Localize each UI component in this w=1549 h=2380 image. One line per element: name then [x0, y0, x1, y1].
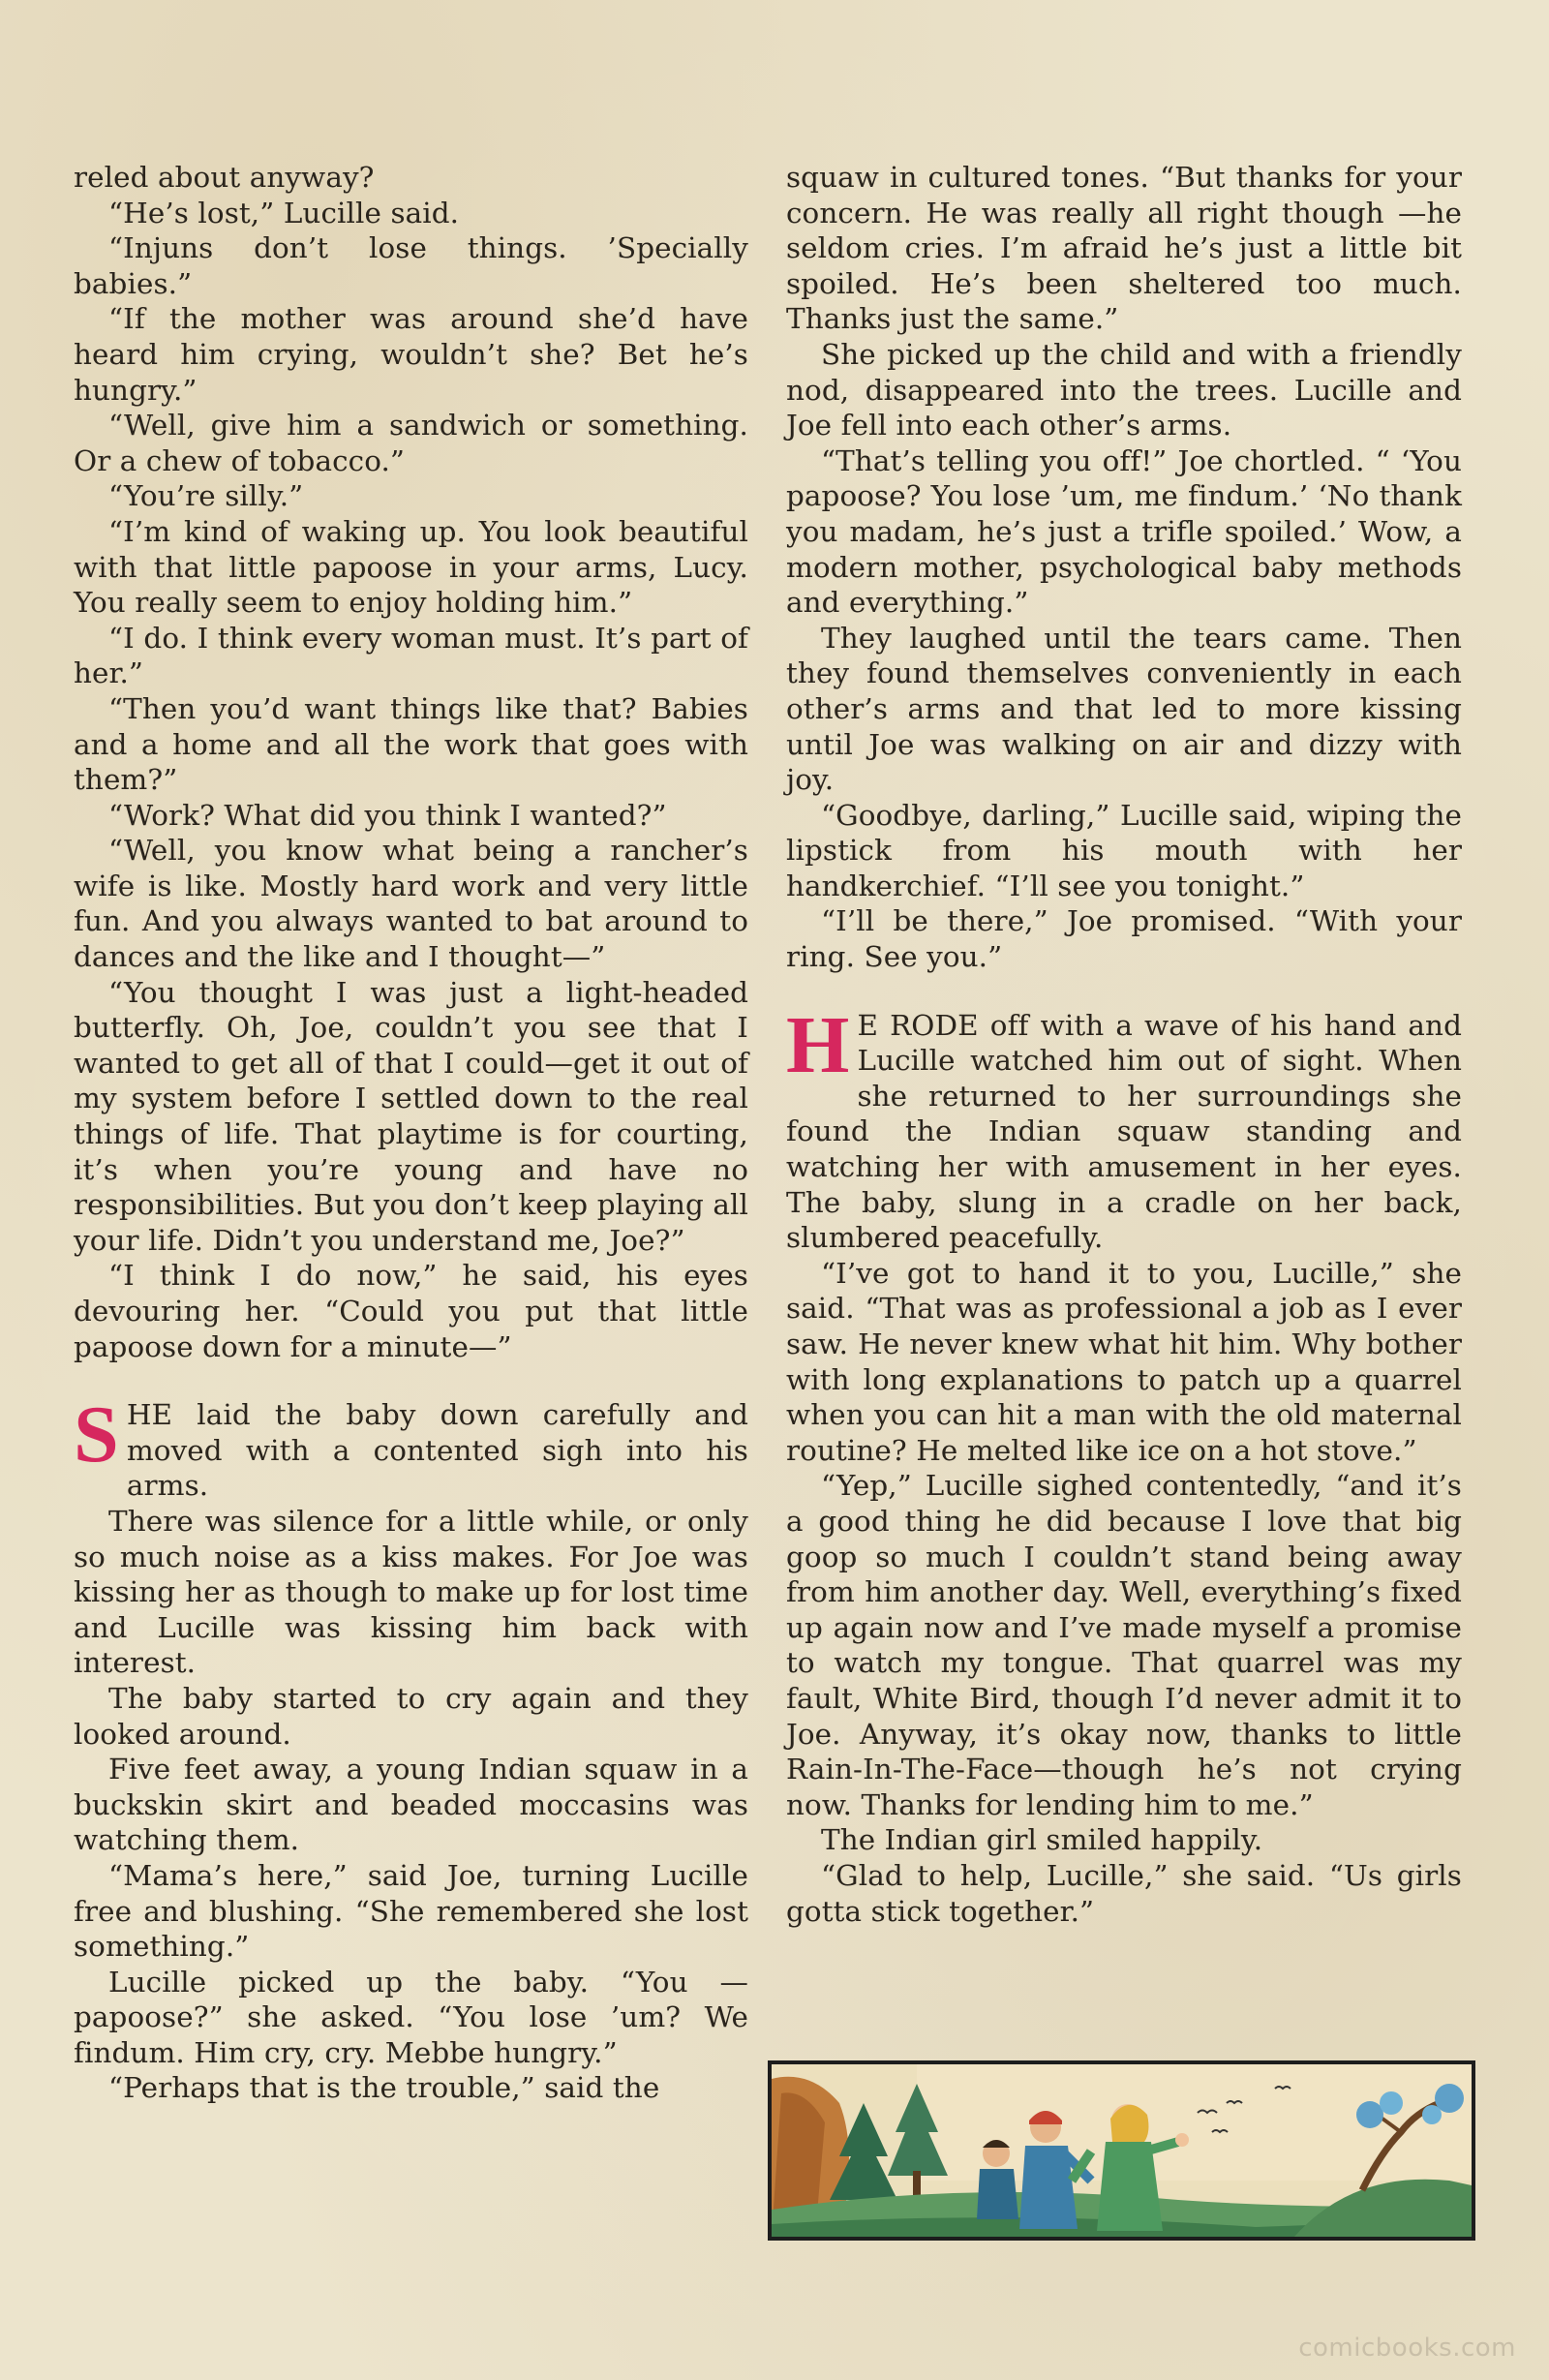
paragraph-text: “I’m kind of waking up. You look beautiful with that little papoose in your arms, Lucy. You really seem to enjoy holding him.” [74, 514, 748, 620]
paragraph-text: “You’re silly.” [108, 479, 304, 513]
paragraph [74, 833, 748, 974]
illustration-panel [768, 2060, 1475, 2241]
paragraph [74, 408, 748, 478]
paragraph [786, 1468, 1462, 1822]
paragraph-text: reled about anyway? [74, 161, 375, 194]
paragraph-text: Lucille picked up the baby. “You — papoose?” she asked. “You lose ’um? We findum. Him cry, cry. Mebbe hungry.” [74, 1965, 748, 2069]
paragraph-text: They laughed until the tears came. Then they found themselves conveniently in each other’s arms and that led to more kissing until Joe was walking on air and dizzy with joy. [786, 621, 1462, 797]
paragraph-text: “Work? What did you think I wanted?” [108, 798, 667, 832]
paragraph-text: “If the mother was around she’d have heard him crying, wouldn’t she? Bet he’s hungry.” [74, 302, 748, 407]
paragraph [74, 301, 748, 408]
paragraph-text: HE laid the baby down carefully and moved with a contented sigh into his arms. [126, 1398, 748, 1503]
paragraph-text: “Mama’s here,” said Joe, turning Lucille free and blushing. “She remembered she lost something.” [74, 1858, 748, 1964]
paragraph [74, 1858, 748, 1965]
paragraph-text: “I do. I think every woman must. It’s part of her.” [74, 621, 748, 690]
paragraph-text: “Injuns don’t lose things. ’Specially babies.” [74, 231, 748, 300]
paragraph-text: “I think I do now,” he said, his eyes devouring her. “Could you put that little papoose down for a minute—” [74, 1259, 748, 1363]
paragraph-text: “Well, you know what being a rancher’s wife is like. Mostly hard work and very little fun. And you always wanted to bat around to dances and the like and I thought—” [74, 834, 748, 974]
paragraph-text: The Indian girl smiled happily. [821, 1823, 1263, 1857]
paragraph [74, 1965, 748, 2071]
paragraph-text: E RODE off with a wave of his hand and Lucille watched him out of sight. When she returned to her surroundings she found the Indian squaw standing and watching her with amusement in her eyes. The baby, slung in a cradle on her back, slumbered peacefully. [786, 1008, 1462, 1255]
paragraph-text: “That’s telling you off!” Joe chortled. “ ‘You papoose? You lose ’um, me findum.’ ‘No thank you madam, he’s just a trifle spoiled.’ Wow, a modern mother, psychological baby methods and everything.” [786, 443, 1462, 620]
paragraph [74, 2070, 748, 2106]
paragraph-text: “Yep,” Lucille sighed contentedly, “and it’s a good thing he did because I love that big goop so much I couldn’t stand being away from him another day. Well, everything’s fixed up again now and I’ve made myself a promise to watch my tongue. That quarrel was my fault, White Bird, though I’d never admit it to Joe. Anyway, it’s okay now, thanks to little Rain-In-The-Face—though he’s not crying now. Thanks for lending him to me.” [786, 1469, 1462, 1821]
paragraph-text: “Glad to help, Lucille,” she said. “Us girls gotta stick together.” [786, 1858, 1462, 1928]
drop-cap: S [74, 1389, 119, 1480]
paragraph [786, 337, 1462, 443]
paragraph [74, 230, 748, 301]
paragraph [74, 1389, 748, 1504]
paragraph-text: She picked up the child and with a friendly nod, disappeared into the trees. Lucille and Joe fell into each other’s arms. [786, 337, 1462, 442]
paragraph [74, 691, 748, 798]
paragraph [74, 160, 748, 196]
paragraph-text: “Well, give him a sandwich or something. Or a chew of tobacco.” [74, 409, 748, 477]
paragraph [786, 798, 1462, 904]
paragraph-text: “Then you’d want things like that? Babies and a home and all the work that goes with them?” [74, 691, 748, 797]
paragraph [74, 621, 748, 691]
paragraph-text: “I’ve got to hand it to you, Lucille,” she said. “That was as professional a job as I ever saw. He never knew what hit him. Why bother with long explanations to patch up a quarrel when you can hit a man with the old maternal routine? He melted like ice on a hot stove.” [786, 1256, 1462, 1467]
paragraph [74, 478, 748, 514]
paragraph [74, 196, 748, 231]
paragraph-text: squaw in cultured tones. “But thanks for your concern. He was really all right though —he seldom cries. I’m afraid he’s just a little bit spoiled. He’s been sheltered too much. Thanks just the same.” [786, 161, 1462, 336]
paragraph [786, 903, 1462, 974]
paragraph [786, 160, 1462, 337]
paragraph-text: “He’s lost,” Lucille said. [108, 196, 460, 229]
right-text-column [786, 160, 1462, 1929]
paragraph-text: “You thought I was just a light-headed butterfly. Oh, Joe, couldn’t you see that I wanted to get all of that I could—get it out of my system before I settled down to the real things of life. That playtime is for courting, it’s when you’re young and have no responsibilities. But you don’t keep playing all your life. Didn’t you understand me, Joe?” [74, 975, 748, 1257]
paragraph-text: “I’ll be there,” Joe promised. “With your ring. See you.” [786, 904, 1462, 974]
paragraph [786, 621, 1462, 798]
drop-cap: H [786, 999, 850, 1090]
paragraph [786, 1256, 1462, 1469]
paragraph-text: There was silence for a little while, or only so much noise as a kiss makes. For Joe was kissing her as though to make up for lost time and Lucille was kissing him back with interest. [74, 1504, 748, 1680]
paragraph [74, 798, 748, 834]
paragraph [74, 975, 748, 1259]
paragraph [74, 1504, 748, 1681]
paragraph [74, 1752, 748, 1858]
paragraph-text: Five feet away, a young Indian squaw in a buckskin skirt and beaded moccasins was watching them. [74, 1753, 748, 1857]
paragraph [786, 999, 1462, 1256]
watermark-text: comicbooks.com [1298, 2334, 1516, 2363]
paragraph-text: “Perhaps that is the trouble,” said the [108, 2071, 660, 2105]
paragraph [786, 443, 1462, 621]
paragraph [74, 1258, 748, 1364]
paragraph [74, 1681, 748, 1752]
paragraph-text: The baby started to cry again and they looked around. [74, 1681, 748, 1751]
left-text-column [74, 160, 748, 2106]
paragraph-text: “Goodbye, darling,” Lucille said, wiping the lipstick from his mouth with her handkerchief. “I’ll see you tonight.” [786, 798, 1462, 902]
paragraph [786, 1858, 1462, 1929]
landscape-illustration [772, 2064, 1472, 2237]
paragraph [74, 514, 748, 621]
paragraph [786, 1822, 1462, 1858]
